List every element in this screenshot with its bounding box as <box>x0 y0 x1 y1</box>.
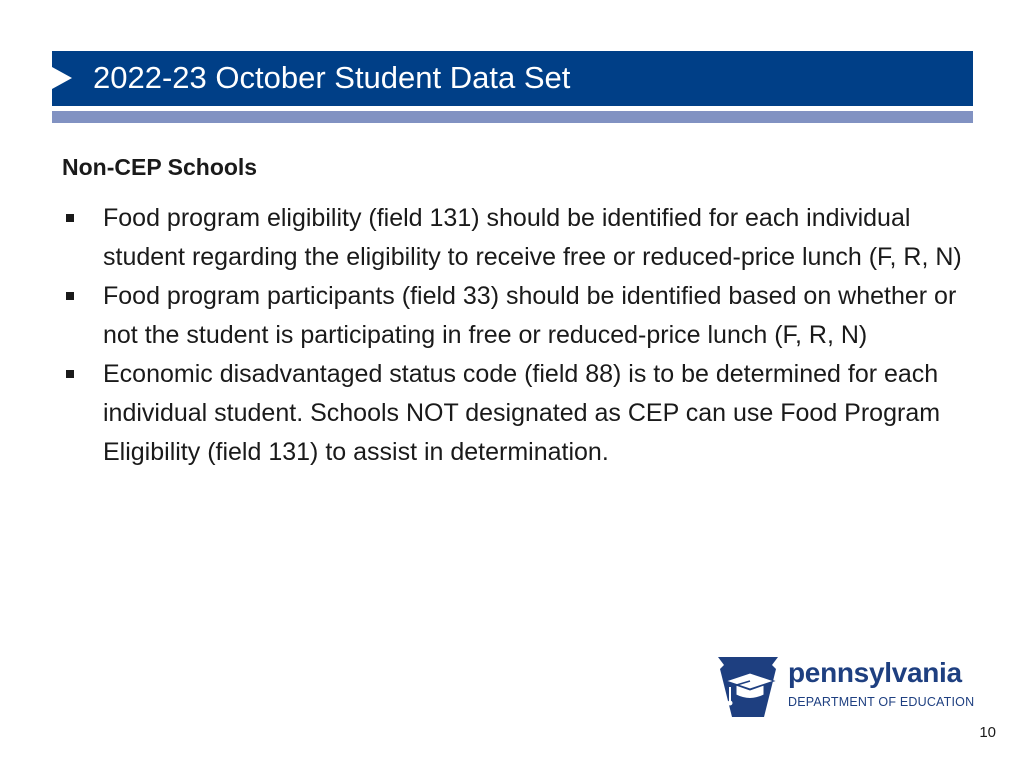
logo-subtitle: DEPARTMENT OF EDUCATION <box>788 695 975 709</box>
square-bullet-icon <box>66 370 74 378</box>
section-heading: Non-CEP Schools <box>62 154 258 180</box>
bullet-list <box>62 199 962 472</box>
bullet-item <box>62 199 962 277</box>
title-stripe <box>52 111 973 123</box>
logo-name: pennsylvania <box>788 657 962 688</box>
bullet-text: Economic disadvantaged status code (field 88) is to be determined for each individual student. Schools NOT designated as CEP can use Food Program Eligibility (field 131) to assist in determination. <box>103 360 941 466</box>
page-number: 10 <box>979 724 996 741</box>
slide-title: 2022-23 October Student Data Set <box>93 60 571 95</box>
square-bullet-icon <box>66 292 74 300</box>
square-bullet-icon <box>66 214 74 222</box>
arrow-right-icon <box>52 67 72 89</box>
bullet-text: Food program eligibility (field 131) should be identified for each individual student regarding the eligibility to receive free or reduced-price lunch (F, R, N) <box>103 204 962 271</box>
bullet-text: Food program participants (field 33) should be identified based on whether or not the student is participating in free or reduced-price lunch (F, R, N) <box>103 282 957 349</box>
pa-department-of-education-logo <box>716 655 978 719</box>
keystone-graduation-cap-icon <box>716 655 780 719</box>
bullet-item <box>62 355 962 472</box>
bullet-item <box>62 277 962 355</box>
